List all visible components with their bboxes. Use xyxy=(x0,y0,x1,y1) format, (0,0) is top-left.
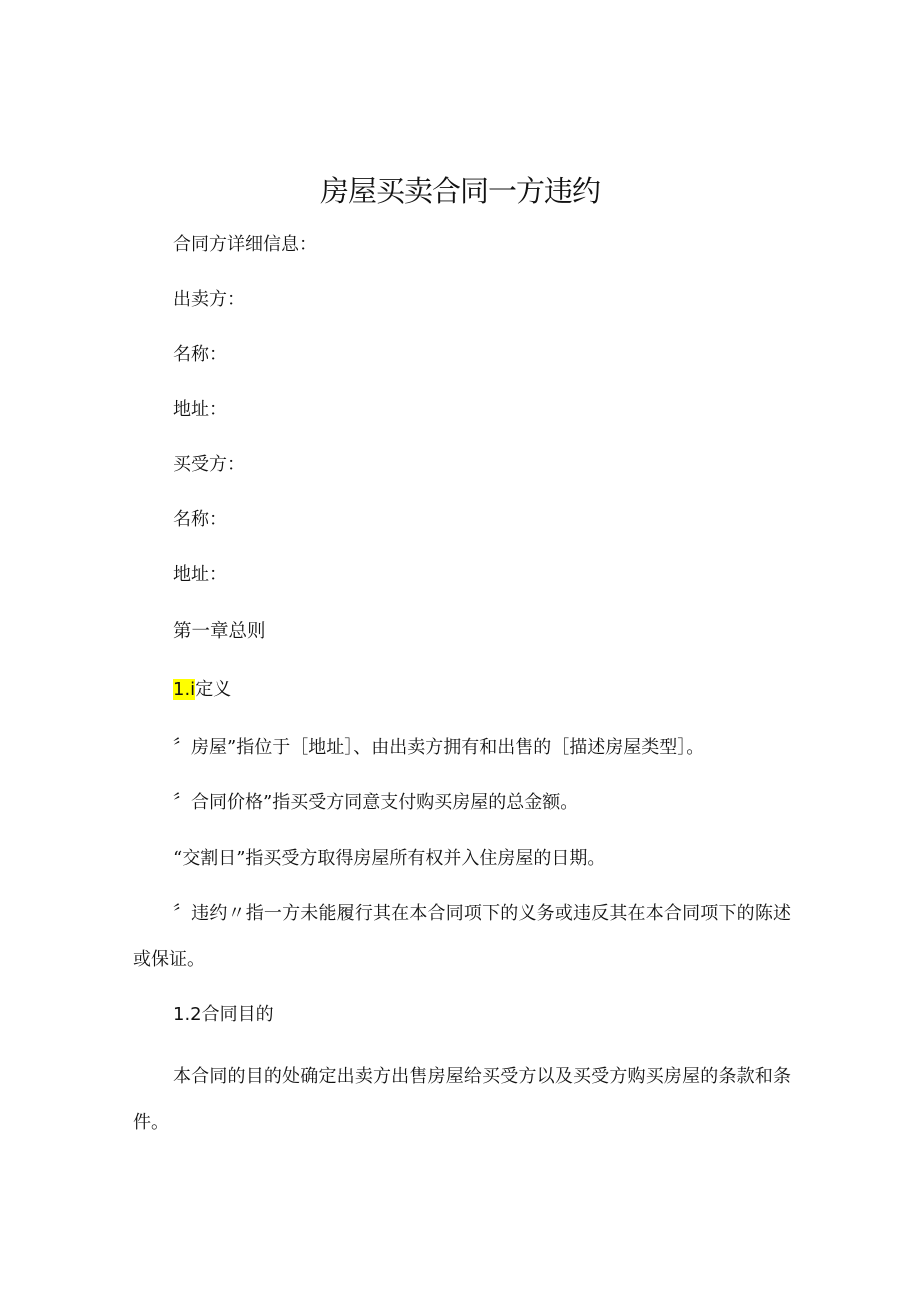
buyer-name-label: 名称： xyxy=(173,509,227,530)
section-title: 定义 xyxy=(195,679,232,700)
section-number-highlight: 1.i xyxy=(173,679,196,700)
definition-house: 〞房屋”指位于［地址］、由出卖方拥有和出售的［描述房屋类型］。 xyxy=(173,737,705,758)
document-title: 房屋买卖合同一方违约 xyxy=(319,174,600,208)
buyer-address-label: 地址： xyxy=(173,564,227,585)
chapter-heading: 第一章总则 xyxy=(173,621,266,642)
seller-name-label: 名称： xyxy=(173,344,227,365)
seller-label: 出卖方： xyxy=(173,289,245,310)
section-1-1-heading xyxy=(173,677,231,703)
parties-intro: 合同方详细信息： xyxy=(173,234,317,255)
definition-breach: 〞违约〃指一方未能履行其在本合同项下的义务或违反其在本合同项下的陈述或保证。 xyxy=(133,903,791,970)
definition-price: 〞合同价格”指买受方同意支付购买房屋的总金额。 xyxy=(173,792,579,813)
definition-delivery-date: “交割日”指买受方取得房屋所有权并入住房屋的日期。 xyxy=(173,848,606,869)
buyer-label: 买受方： xyxy=(173,454,245,475)
contract-purpose-text: 本合同的目的处确定出卖方出售房屋给买受方以及买受方购买房屋的条款和条件。 xyxy=(133,1066,791,1133)
section-1-2-heading: 1.2合同目的 xyxy=(173,1004,274,1025)
seller-address-label: 地址： xyxy=(173,399,227,420)
